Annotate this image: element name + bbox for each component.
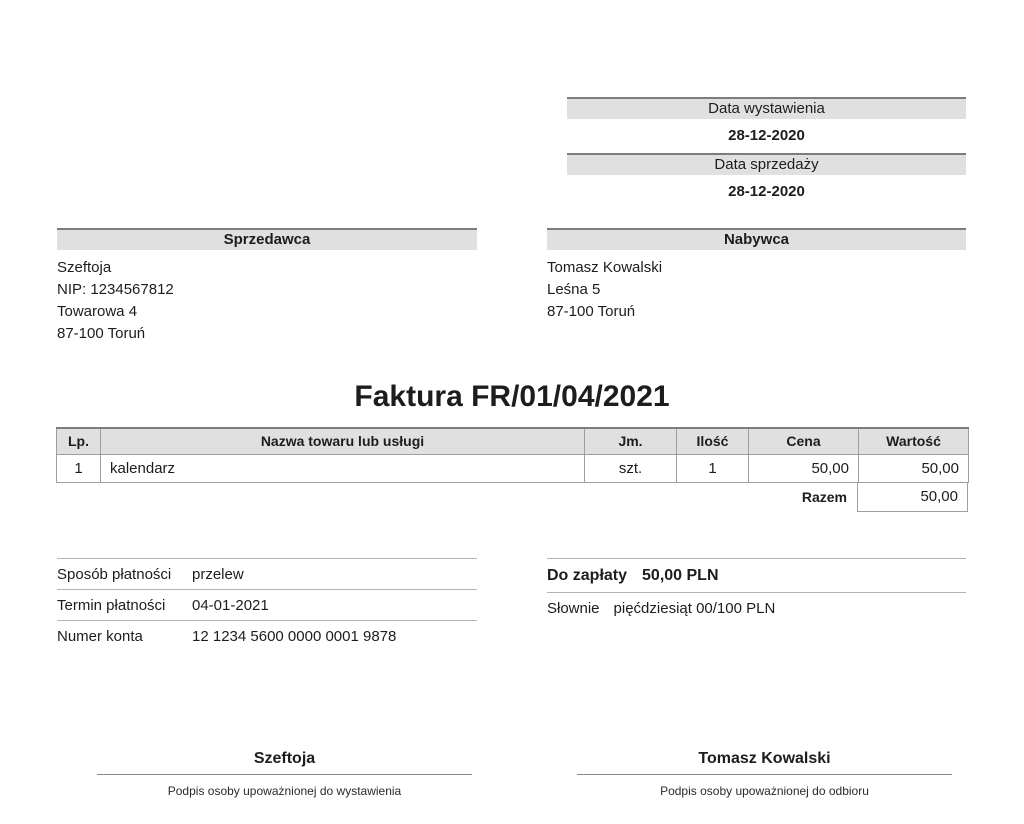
signature-issuer: [97, 750, 472, 798]
payment-method-label: Sposób płatności: [57, 565, 172, 583]
payment-method-row: [57, 558, 477, 589]
buyer-street: Leśna 5: [547, 281, 601, 298]
amount-due-label: Do zapłaty: [547, 566, 628, 584]
buyer-address: [547, 250, 966, 323]
item-unit: szt.: [585, 454, 677, 482]
seller-nip: NIP: 1234567812: [57, 281, 174, 298]
buyer-section: [547, 228, 966, 323]
seller-address: [57, 250, 477, 345]
seller-section: [57, 228, 477, 345]
total-value: 50,00: [857, 483, 968, 512]
col-header-qty: Ilość: [677, 428, 749, 454]
date-sale-value: 28-12-2020: [728, 183, 805, 200]
items-table-grid: [56, 427, 969, 483]
col-header-name: Nazwa towaru lub usługi: [101, 428, 585, 454]
date-issued-label: Data wystawienia: [567, 97, 966, 119]
account-number-row: [57, 620, 477, 651]
signature-issuer-caption: Podpis osoby upoważnionej do wystawienia: [167, 784, 402, 798]
payment-details: [57, 558, 477, 651]
signature-receiver-caption: Podpis osoby upoważnionej do odbioru: [660, 784, 869, 798]
buyer-header: Nabywca: [547, 228, 966, 250]
payment-due-date-row: [57, 589, 477, 620]
account-number-label: Numer konta: [57, 627, 143, 645]
payment-method-value: przelew: [192, 565, 244, 583]
item-value: 50,00: [859, 454, 969, 482]
invoice-title: Faktura FR/01/04/2021: [354, 380, 670, 413]
payment-due-date-value: 04-01-2021: [192, 596, 269, 614]
amount-due-row: [547, 558, 966, 592]
total-row: [56, 483, 968, 512]
signature-issuer-name: Szeftoja: [97, 750, 472, 775]
table-header-row: [57, 428, 969, 454]
date-sale-label: Data sprzedaży: [567, 153, 966, 175]
col-header-unit: Jm.: [585, 428, 677, 454]
items-table: [56, 427, 968, 512]
amount-due-value: 50,00 PLN: [642, 566, 719, 584]
item-lp: 1: [57, 454, 101, 482]
buyer-name: Tomasz Kowalski: [547, 259, 663, 276]
col-header-value: Wartość: [859, 428, 969, 454]
seller-street: Towarowa 4: [57, 303, 138, 320]
col-header-lp: Lp.: [57, 428, 101, 454]
item-price: 50,00: [749, 454, 859, 482]
account-number-value: 12 1234 5600 0000 0001 9878: [192, 627, 397, 645]
buyer-city: 87-100 Toruń: [547, 303, 636, 320]
amount-words-row: [547, 592, 966, 624]
total-label: Razem: [801, 488, 847, 505]
signature-receiver: [577, 750, 952, 798]
signature-receiver-name: Tomasz Kowalski: [577, 750, 952, 775]
seller-header: Sprzedawca: [57, 228, 477, 250]
table-row: [57, 454, 969, 482]
seller-city: 87-100 Toruń: [57, 325, 146, 342]
amount-words-label: Słownie: [547, 600, 600, 617]
seller-name: Szeftoja: [57, 259, 112, 276]
item-qty: 1: [677, 454, 749, 482]
payment-due-date-label: Termin płatności: [57, 596, 166, 614]
amount-due-section: [547, 558, 966, 624]
col-header-price: Cena: [749, 428, 859, 454]
date-issued-value: 28-12-2020: [728, 127, 805, 144]
amount-words-value: pięćdziesiąt 00/100 PLN: [613, 600, 776, 617]
dates-block: [567, 97, 966, 209]
item-name: kalendarz: [101, 454, 585, 482]
